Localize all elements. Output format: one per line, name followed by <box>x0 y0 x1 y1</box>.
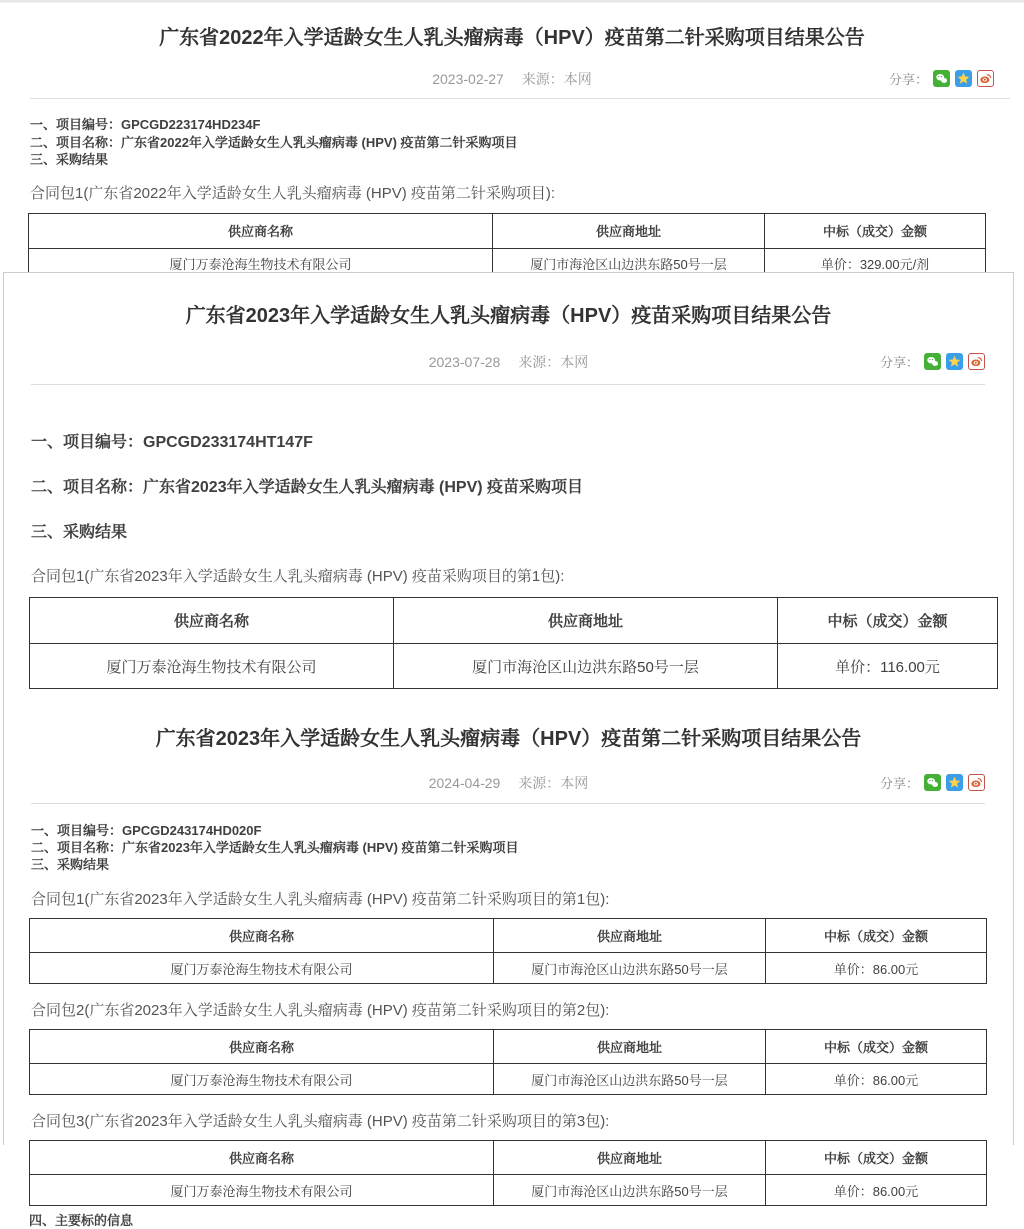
publish-meta <box>4 773 1013 793</box>
header-divider <box>31 384 985 385</box>
wechat-share-icon[interactable] <box>933 70 950 87</box>
wechat-share-icon[interactable] <box>924 353 941 370</box>
table-header-row <box>30 919 987 953</box>
supplier-name: 厦门万泰沧海生物技术有限公司 <box>29 248 493 279</box>
announcement-2023-second-dose <box>4 726 1013 1229</box>
col-award-amount: 中标（成交）金额 <box>766 1030 987 1064</box>
overlay-screenshot-card <box>3 272 1014 1228</box>
package-1-intro: 合同包1(广东省2023年入学适龄女生人乳头瘤病毒 (HPV) 疫苗第二针采购项目的第1包): <box>31 891 610 908</box>
table-header-row <box>30 1141 987 1175</box>
project-name: 二、项目名称：广东省2023年入学适龄女生人乳头瘤病毒 (HPV) 疫苗采购项目 <box>31 479 584 496</box>
package-intro: 合同包1(广东省2022年入学适龄女生人乳头瘤病毒 (HPV) 疫苗第二针采购项目): <box>30 184 556 202</box>
source-value: 本网 <box>560 354 589 370</box>
col-supplier-address: 供应商地址 <box>493 213 765 248</box>
col-supplier-name: 供应商名称 <box>29 213 493 248</box>
col-supplier-address: 供应商地址 <box>494 919 766 953</box>
result-table <box>28 213 986 280</box>
project-number: 一、项目编号：GPCGD243174HD020F <box>31 823 262 838</box>
procurement-result-heading: 三、采购结果 <box>31 524 128 541</box>
package-3-intro: 合同包3(广东省2023年入学适龄女生人乳头瘤病毒 (HPV) 疫苗第二针采购项目的第3包): <box>31 1113 610 1130</box>
award-amount: 单价：329.00元/剂 <box>765 248 986 279</box>
project-number: 一、项目编号：GPCGD233174HT147F <box>31 434 313 451</box>
publish-date: 2023-02-27 <box>432 71 504 87</box>
wechat-share-icon[interactable] <box>924 774 941 791</box>
weibo-share-icon[interactable] <box>977 70 994 87</box>
publish-meta <box>0 69 1024 89</box>
meta-row <box>0 69 1024 89</box>
supplier-name: 厦门万泰沧海生物技术有限公司 <box>30 644 394 689</box>
col-supplier-name: 供应商名称 <box>30 1030 494 1064</box>
meta-row <box>4 773 1013 793</box>
meta-row <box>4 352 1013 372</box>
source-label: 来源： <box>518 354 561 370</box>
page-title: 广东省2023年入学适龄女生人乳头瘤病毒（HPV）疫苗采购项目结果公告 <box>185 305 832 327</box>
main-subject-heading-clipped: 四、主要标的信息 <box>29 1213 134 1228</box>
table-row <box>30 953 987 984</box>
supplier-name: 厦门万泰沧海生物技术有限公司 <box>30 1175 494 1206</box>
result-table-package-3 <box>29 1140 987 1206</box>
header-divider <box>30 98 1010 99</box>
col-supplier-address: 供应商地址 <box>394 598 778 644</box>
table-row <box>30 1064 987 1095</box>
header-divider <box>31 803 985 804</box>
result-table-package-1 <box>29 918 987 984</box>
announcement-2022-second-dose <box>0 25 1024 297</box>
procurement-result-heading: 三、采购结果 <box>31 857 110 872</box>
col-award-amount: 中标（成交）金额 <box>765 213 986 248</box>
project-name: 二、项目名称：广东省2022年入学适龄女生人乳头瘤病毒 (HPV) 疫苗第二针采购项目 <box>30 134 518 150</box>
page-title: 广东省2023年入学适龄女生人乳头瘤病毒（HPV）疫苗第二针采购项目结果公告 <box>155 728 862 750</box>
col-supplier-name: 供应商名称 <box>30 919 494 953</box>
window-top-edge <box>0 0 1024 3</box>
table-row <box>30 644 998 689</box>
supplier-name: 厦门万泰沧海生物技术有限公司 <box>30 1064 494 1095</box>
source-value: 本网 <box>560 775 589 791</box>
col-award-amount: 中标（成交）金额 <box>766 1141 987 1175</box>
supplier-name: 厦门万泰沧海生物技术有限公司 <box>30 953 494 984</box>
table-row <box>30 1175 987 1206</box>
project-number: 一、项目编号：GPCGD223174HD234F <box>30 117 261 132</box>
package-2-intro: 合同包2(广东省2023年入学适龄女生人乳头瘤病毒 (HPV) 疫苗第二针采购项目的第2包): <box>31 1002 610 1019</box>
source-label: 来源： <box>521 71 564 87</box>
result-table-package-2 <box>29 1029 987 1095</box>
table-header-row <box>29 213 986 248</box>
award-amount: 单价：86.00元 <box>766 1175 987 1206</box>
share-bar <box>880 352 985 371</box>
col-supplier-address: 供应商地址 <box>494 1141 766 1175</box>
col-award-amount: 中标（成交）金额 <box>766 919 987 953</box>
share-bar <box>880 773 985 792</box>
award-amount: 单价：86.00元 <box>766 953 987 984</box>
qzone-share-icon[interactable] <box>955 70 972 87</box>
supplier-address: 厦门市海沧区山边洪东路50号一层 <box>494 953 766 984</box>
share-label: 分享： <box>888 72 928 87</box>
publish-date: 2024-04-29 <box>428 775 501 791</box>
supplier-address: 厦门市海沧区山边洪东路50号一层 <box>494 1064 766 1095</box>
qzone-share-icon[interactable] <box>946 774 963 791</box>
supplier-address: 厦门市海沧区山边洪东路50号一层 <box>493 248 765 279</box>
page-title: 广东省2022年入学适龄女生人乳头瘤病毒（HPV）疫苗第二针采购项目结果公告 <box>159 27 865 49</box>
award-amount: 单价：116.00元 <box>778 644 998 689</box>
col-supplier-address: 供应商地址 <box>494 1030 766 1064</box>
publish-date: 2023-07-28 <box>428 354 501 370</box>
package-intro: 合同包1(广东省2023年入学适龄女生人乳头瘤病毒 (HPV) 疫苗采购项目的第1包): <box>31 568 565 585</box>
supplier-address: 厦门市海沧区山边洪东路50号一层 <box>494 1175 766 1206</box>
share-label: 分享： <box>879 776 919 791</box>
col-award-amount: 中标（成交）金额 <box>778 598 998 644</box>
weibo-share-icon[interactable] <box>968 353 985 370</box>
procurement-result-heading: 三、采购结果 <box>30 152 109 167</box>
supplier-address: 厦门市海沧区山边洪东路50号一层 <box>394 644 778 689</box>
col-supplier-name: 供应商名称 <box>30 1141 494 1175</box>
table-header-row <box>30 598 998 644</box>
result-table <box>29 597 998 689</box>
weibo-share-icon[interactable] <box>968 774 985 791</box>
qzone-share-icon[interactable] <box>946 353 963 370</box>
award-amount: 单价：86.00元 <box>766 1064 987 1095</box>
project-name: 二、项目名称：广东省2023年入学适龄女生人乳头瘤病毒 (HPV) 疫苗第二针采购项目 <box>31 840 519 855</box>
col-supplier-name: 供应商名称 <box>30 598 394 644</box>
share-label: 分享： <box>879 355 919 370</box>
table-header-row <box>30 1030 987 1064</box>
source-value: 本网 <box>563 71 592 87</box>
share-bar <box>889 69 994 88</box>
announcement-2023-first-dose <box>4 303 1013 689</box>
source-label: 来源： <box>518 775 561 791</box>
publish-meta <box>4 352 1013 372</box>
